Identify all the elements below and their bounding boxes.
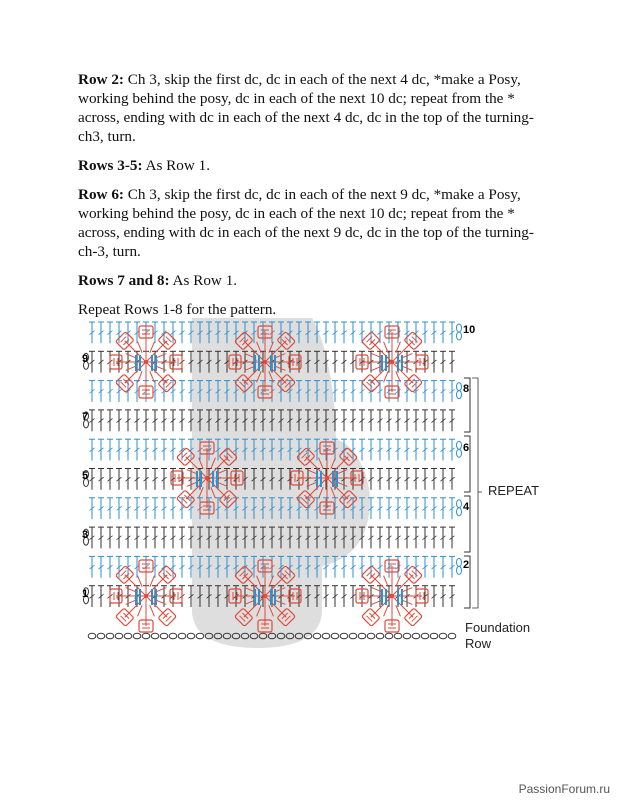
foundation-label: Foundation <box>465 620 531 635</box>
instruction-row-6: Row 6: Ch 3, skip the first dc, dc in each of the next 9 dc, *make a Posy, working behind the posy, dc in each of the next 10 dc; repeat from the * across, ending with dc in each of the next 9 dc, dc in the top of the turning-ch-3, turn. <box>78 186 534 260</box>
turning-chain <box>457 383 462 391</box>
row-number-left: 3 <box>82 529 89 541</box>
row-number-right: 10 <box>463 324 476 336</box>
row-number-right: 4 <box>463 501 470 513</box>
repeat-bracket <box>472 378 482 608</box>
row-number-left: 5 <box>82 470 89 482</box>
posy-motif <box>291 442 363 514</box>
foundation-chain-stitch <box>367 633 375 639</box>
turning-chain <box>457 391 462 399</box>
repeat-label: REPEAT <box>488 483 540 498</box>
posy-center <box>325 476 329 480</box>
foundation-chain-stitch <box>322 633 330 639</box>
posy-inner-stitch <box>138 605 143 616</box>
foundation-chain-stitch <box>115 633 123 639</box>
foundation-chain-stitch <box>439 633 447 639</box>
posy-center <box>144 360 148 364</box>
row-number-left: 9 <box>82 353 89 365</box>
foundation-chain-stitch <box>385 633 393 639</box>
foundation-chain-stitch <box>187 633 195 639</box>
posy-motif <box>356 560 428 632</box>
foundation-label: Row <box>465 636 492 651</box>
foundation-chain-stitch <box>151 633 159 639</box>
turning-chain <box>457 449 462 457</box>
instruction-repeat: Repeat Rows 1-8 for the pattern. <box>78 301 277 318</box>
posy-inner-stitch <box>138 576 143 587</box>
foundation-chain-stitch <box>313 633 321 639</box>
posy-motif <box>110 560 182 632</box>
instruction-row-2: Row 2: Ch 3, skip the first dc, dc in each of the next 4 dc, *make a Posy, working behind the posy, dc in each of the next 10 dc; repeat from the * across, ending with dc in each of the next 4 dc, dc in the top of the turning-ch3, turn. <box>78 71 534 145</box>
turning-chain <box>457 566 462 574</box>
foundation-chain-stitch <box>331 633 339 639</box>
posy-inner-stitch <box>384 576 389 587</box>
foundation-chain-stitch <box>178 633 186 639</box>
posy-center <box>205 476 209 480</box>
row-number-right: 2 <box>463 559 470 571</box>
posy-center <box>390 594 394 598</box>
posy-inner-stitch <box>384 605 389 616</box>
foundation-chain-stitch <box>340 633 348 639</box>
foundation-chain-stitch <box>124 633 132 639</box>
foundation-chain-stitch <box>88 633 96 639</box>
turning-chain <box>457 324 462 332</box>
turning-chain <box>457 500 462 508</box>
foundation-chain-stitch <box>358 633 366 639</box>
row-number-left: 7 <box>82 411 89 423</box>
foundation-chain-stitch <box>349 633 357 639</box>
turning-chain <box>457 558 462 566</box>
foundation-chain-stitch <box>430 633 438 639</box>
posy-inner-stitch <box>384 342 389 353</box>
posy-motif <box>110 326 182 398</box>
foundation-chain-stitch <box>376 633 384 639</box>
instruction-rows-3-5: Rows 3-5: As Row 1. <box>78 157 211 174</box>
turning-chain <box>457 441 462 449</box>
foundation-chain-stitch <box>412 633 420 639</box>
foundation-chain-stitch <box>448 633 456 639</box>
foundation-chain-stitch <box>394 633 402 639</box>
foundation-chain-stitch <box>106 633 114 639</box>
row-number-right: 6 <box>463 442 470 454</box>
posy-motif <box>171 442 243 514</box>
row-number-right: 8 <box>463 383 470 395</box>
posy-center <box>144 594 148 598</box>
foundation-chain-stitch <box>160 633 168 639</box>
posy-center <box>390 360 394 364</box>
row-number-left: 1 <box>82 588 89 600</box>
posy-inner-stitch <box>150 605 155 616</box>
posy-motif <box>229 560 301 632</box>
posy-center <box>263 594 267 598</box>
instruction-rows-7-8: Rows 7 and 8: As Row 1. <box>78 272 238 289</box>
posy-inner-stitch <box>150 576 155 587</box>
foundation-chain-stitch <box>403 633 411 639</box>
posy-motif <box>229 326 301 398</box>
foundation-chain-stitch <box>133 633 141 639</box>
foundation-chain-stitch <box>169 633 177 639</box>
watermark: PassionForum.ru <box>518 782 610 796</box>
foundation-chain-stitch <box>421 633 429 639</box>
foundation-chain-stitch <box>97 633 105 639</box>
posy-center <box>263 360 267 364</box>
turning-chain <box>457 332 462 340</box>
foundation-chain-stitch <box>196 633 204 639</box>
turning-chain <box>457 508 462 516</box>
posy-motif <box>356 326 428 398</box>
foundation-chain-stitch <box>142 633 150 639</box>
